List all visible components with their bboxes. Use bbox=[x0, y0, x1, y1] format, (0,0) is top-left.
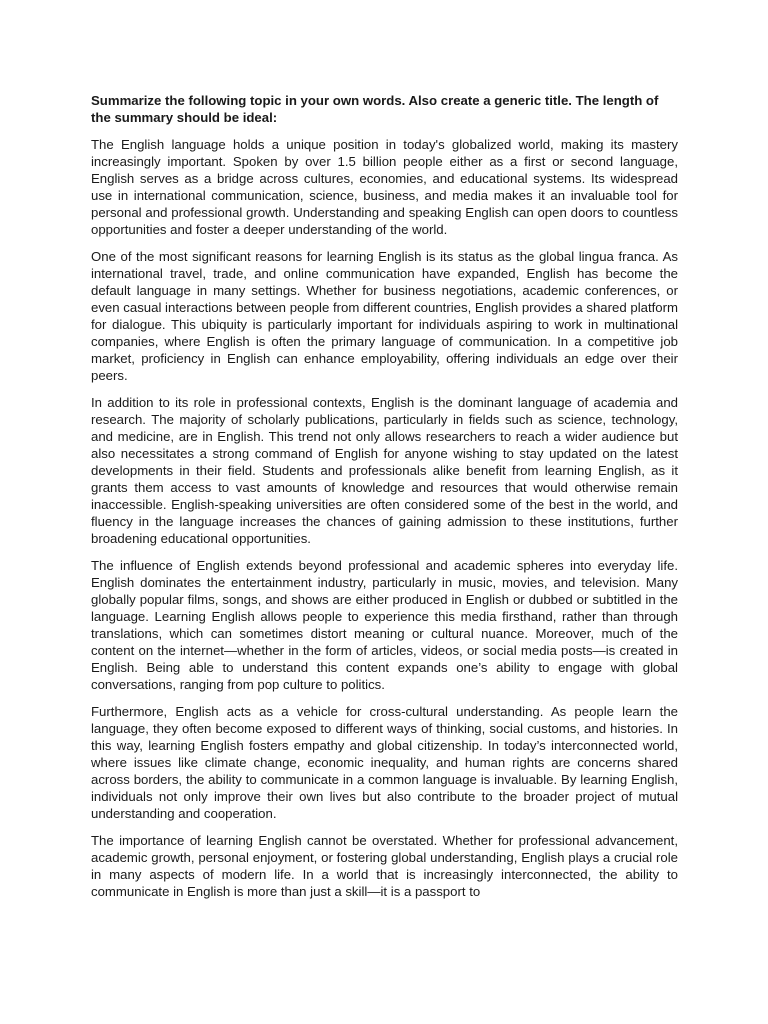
paragraph-4: The influence of English extends beyond professional and academic spheres into everyday life. English dominates the entertainment industry, particularly in music, movies, and television. Many globally popular films, songs, and shows are either produced in English or dubbed or subtitled in the language. Learning English allows people to experience this media firsthand, rather than through translations, which can sometimes distort meaning or cultural nuance. Moreover, much of the content on the internet—whether in the form of articles, videos, or social media posts—is created in English. Being able to understand this content expands one’s ability to engage with global conversations, ranging from pop culture to politics. bbox=[91, 558, 678, 692]
paragraph-1: The English language holds a unique position in today's globalized world, making its mastery increasingly important. Spoken by over 1.5 billion people either as a first or second language, English serves as a bridge across cultures, economies, and educational systems. Its widespread use in international communication, science, business, and media makes it an invaluable tool for personal and professional growth. Understanding and speaking English can open doors to countless opportunities and foster a deeper understanding of the world. bbox=[91, 137, 678, 237]
paragraph-6: The importance of learning English cannot be overstated. Whether for professional advancement, academic growth, personal enjoyment, or fostering global understanding, English plays a crucial role in many aspects of modern life. In a world that is increasingly interconnected, the ability to communicate in English is more than just a skill—it is a passport to bbox=[91, 833, 678, 899]
paragraph-2: One of the most significant reasons for learning English is its status as the global lingua franca. As international travel, trade, and online communication have expanded, English has become the default language in many settings. Whether for business negotiations, academic conferences, or even casual interactions between people from different countries, English provides a shared platform for dialogue. This ubiquity is particularly important for individuals aspiring to work in multinational companies, where English is often the primary language of communication. In a competitive job market, proficiency in English can enhance employability, offering individuals an edge over their peers. bbox=[91, 249, 678, 383]
document-page bbox=[91, 92, 678, 910]
paragraph-3: In addition to its role in professional contexts, English is the dominant language of academia and research. The majority of scholarly publications, particularly in fields such as science, technology, and medicine, are in English. This trend not only allows researchers to reach a wider audience but also necessitates a strong command of English for anyone wishing to stay updated on the latest developments in their field. Students and professionals alike benefit from learning English, as it grants them access to vast amounts of knowledge and resources that would otherwise remain inaccessible. English-speaking universities are often considered some of the best in the world, and fluency in the language increases the chances of gaining admission to these institutions, further broadening educational opportunities. bbox=[91, 395, 678, 546]
paragraph-5: Furthermore, English acts as a vehicle for cross-cultural understanding. As people learn the language, they often become exposed to different ways of thinking, social customs, and histories. In this way, learning English fosters empathy and global citizenship. In today’s interconnected world, where issues like climate change, economic inequality, and human rights are concerns shared across borders, the ability to communicate in a common language is invaluable. By learning English, individuals not only improve their own lives but also contribute to the broader project of mutual understanding and cooperation. bbox=[91, 704, 678, 821]
prompt-heading: Summarize the following topic in your own words. Also create a generic title. The length of the summary should be ideal: bbox=[91, 93, 659, 125]
